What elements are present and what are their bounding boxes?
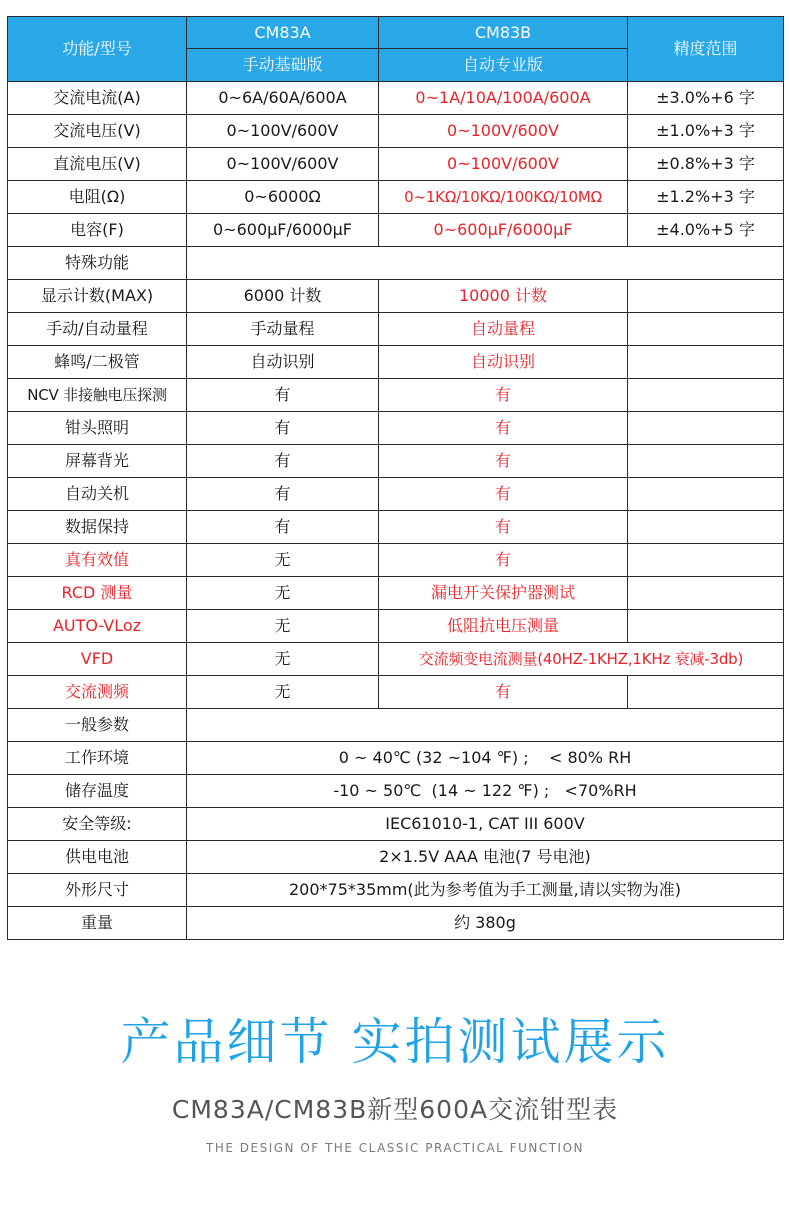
cell-model-b: 0~1KΩ/10KΩ/100KΩ/10MΩ	[379, 181, 628, 214]
cell-empty	[628, 346, 784, 379]
cell-model-a: 0~600μF/6000μF	[187, 214, 379, 247]
cell-model-b: 有	[379, 412, 628, 445]
header-model-b: CM83B	[379, 17, 628, 49]
cell-model-b-wide: 交流频变电流测量(40HZ-1KHZ,1KHz 衰减-3db)	[379, 643, 784, 676]
cell-empty	[628, 478, 784, 511]
row-label: 交流测频	[8, 676, 187, 709]
section-label: 一般参数	[8, 709, 187, 742]
table-row	[8, 676, 784, 709]
cell-accuracy: ±3.0%+6 字	[628, 82, 784, 115]
cell-model-a: 0~100V/600V	[187, 115, 379, 148]
cell-model-a: 有	[187, 379, 379, 412]
row-label: 外形尺寸	[8, 874, 187, 907]
table-row	[8, 478, 784, 511]
cell-empty	[628, 676, 784, 709]
cell-model-b: 有	[379, 511, 628, 544]
cell-model-a: 无	[187, 544, 379, 577]
cell-empty	[628, 577, 784, 610]
table-row	[8, 181, 784, 214]
cell-value: IEC61010-1, CAT III 600V	[187, 808, 784, 841]
cell-model-b: 0~100V/600V	[379, 115, 628, 148]
cell-empty	[628, 412, 784, 445]
table-row	[8, 82, 784, 115]
cell-model-a: 0~6A/60A/600A	[187, 82, 379, 115]
row-label: 真有效值	[8, 544, 187, 577]
table-row	[8, 907, 784, 940]
table-row	[8, 115, 784, 148]
row-label: VFD	[8, 643, 187, 676]
row-label: 交流电压(V)	[8, 115, 187, 148]
row-label: 电容(F)	[8, 214, 187, 247]
table-row	[8, 511, 784, 544]
cell-model-b: 有	[379, 379, 628, 412]
cell-value: 约 380g	[187, 907, 784, 940]
cell-empty	[628, 511, 784, 544]
cell-model-b: 有	[379, 445, 628, 478]
cell-model-b: 0~600μF/6000μF	[379, 214, 628, 247]
cell-empty	[628, 445, 784, 478]
table-row	[8, 577, 784, 610]
cell-model-b: 漏电开关保护器测试	[379, 577, 628, 610]
table-row	[8, 313, 784, 346]
cell-model-a: 有	[187, 511, 379, 544]
cell-accuracy: ±1.2%+3 字	[628, 181, 784, 214]
header-corner: 功能/型号	[8, 17, 187, 82]
row-label: 显示计数(MAX)	[8, 280, 187, 313]
banner-subtitle: CM83A/CM83B新型600A交流钳型表	[171, 1095, 619, 1124]
cell-model-a: 无	[187, 577, 379, 610]
table-row	[8, 742, 784, 775]
cell-model-a: 无	[187, 610, 379, 643]
table-row	[8, 643, 784, 676]
table-row	[8, 280, 784, 313]
cell-empty	[628, 379, 784, 412]
table-row	[8, 841, 784, 874]
table-row	[8, 544, 784, 577]
row-label: 交流电流(A)	[8, 82, 187, 115]
cell-model-a: 有	[187, 478, 379, 511]
table-row	[8, 808, 784, 841]
cell-model-b: 自动量程	[379, 313, 628, 346]
cell-model-b: 0~1A/10A/100A/600A	[379, 82, 628, 115]
row-label: 安全等级:	[8, 808, 187, 841]
row-label: 工作环境	[8, 742, 187, 775]
cell-accuracy: ±0.8%+3 字	[628, 148, 784, 181]
table-row	[8, 775, 784, 808]
cell-model-b: 0~100V/600V	[379, 148, 628, 181]
header-row	[8, 17, 784, 49]
row-label: 屏幕背光	[8, 445, 187, 478]
row-label: 手动/自动量程	[8, 313, 187, 346]
row-label: 供电电池	[8, 841, 187, 874]
cell-accuracy: ±1.0%+3 字	[628, 115, 784, 148]
banner-title: 产品细节 实拍测试展示	[120, 1013, 670, 1071]
cell-model-a: 0~6000Ω	[187, 181, 379, 214]
cell-value: -10 ~ 50℃ (14 ~ 122 ℉) ; <70%RH	[187, 775, 784, 808]
section-spacer	[187, 247, 784, 280]
section-spacer	[187, 709, 784, 742]
section-row-general	[8, 709, 784, 742]
cell-model-a: 自动识别	[187, 346, 379, 379]
cell-model-a: 6000 计数	[187, 280, 379, 313]
row-label: 钳头照明	[8, 412, 187, 445]
table-row	[8, 610, 784, 643]
cell-model-b: 低阻抗电压测量	[379, 610, 628, 643]
row-label: RCD 测量	[8, 577, 187, 610]
section-label: 特殊功能	[8, 247, 187, 280]
table-row	[8, 346, 784, 379]
cell-model-a: 无	[187, 676, 379, 709]
cell-accuracy: ±4.0%+5 字	[628, 214, 784, 247]
row-label: 数据保持	[8, 511, 187, 544]
cell-empty	[628, 280, 784, 313]
cell-model-a: 0~100V/600V	[187, 148, 379, 181]
table-row	[8, 445, 784, 478]
cell-empty	[628, 313, 784, 346]
cell-model-b: 10000 计数	[379, 280, 628, 313]
cell-model-a: 有	[187, 412, 379, 445]
spec-comparison-table	[7, 16, 784, 940]
header-edition-a: 手动基础版	[187, 49, 379, 82]
cell-model-b: 自动识别	[379, 346, 628, 379]
table-row	[8, 148, 784, 181]
row-label: 电阻(Ω)	[8, 181, 187, 214]
row-label: 储存温度	[8, 775, 187, 808]
cell-model-a: 无	[187, 643, 379, 676]
header-model-a: CM83A	[187, 17, 379, 49]
cell-model-a: 有	[187, 445, 379, 478]
cell-empty	[628, 610, 784, 643]
table-row	[8, 214, 784, 247]
section-row-special	[8, 247, 784, 280]
cell-value: 2×1.5V AAA 电池(7 号电池)	[187, 841, 784, 874]
cell-model-a: 手动量程	[187, 313, 379, 346]
row-label: NCV 非接触电压探测	[8, 379, 187, 412]
cell-value: 200*75*35mm(此为参考值为手工测量,请以实物为准)	[187, 874, 784, 907]
table-row	[8, 379, 784, 412]
cell-model-b: 有	[379, 676, 628, 709]
table-row	[8, 874, 784, 907]
cell-model-b: 有	[379, 478, 628, 511]
row-label: 蜂鸣/二极管	[8, 346, 187, 379]
row-label: AUTO-VLoz	[8, 610, 187, 643]
row-label: 直流电压(V)	[8, 148, 187, 181]
cell-model-b: 有	[379, 544, 628, 577]
cell-empty	[628, 544, 784, 577]
header-edition-b: 自动专业版	[379, 49, 628, 82]
row-label: 自动关机	[8, 478, 187, 511]
header-accuracy: 精度范围	[628, 17, 784, 82]
row-label: 重量	[8, 907, 187, 940]
table-row	[8, 412, 784, 445]
cell-value: 0 ~ 40℃ (32 ~104 ℉) ; < 80% RH	[187, 742, 784, 775]
banner-caption: THE DESIGN OF THE CLASSIC PRACTICAL FUNCTION	[206, 1141, 584, 1155]
